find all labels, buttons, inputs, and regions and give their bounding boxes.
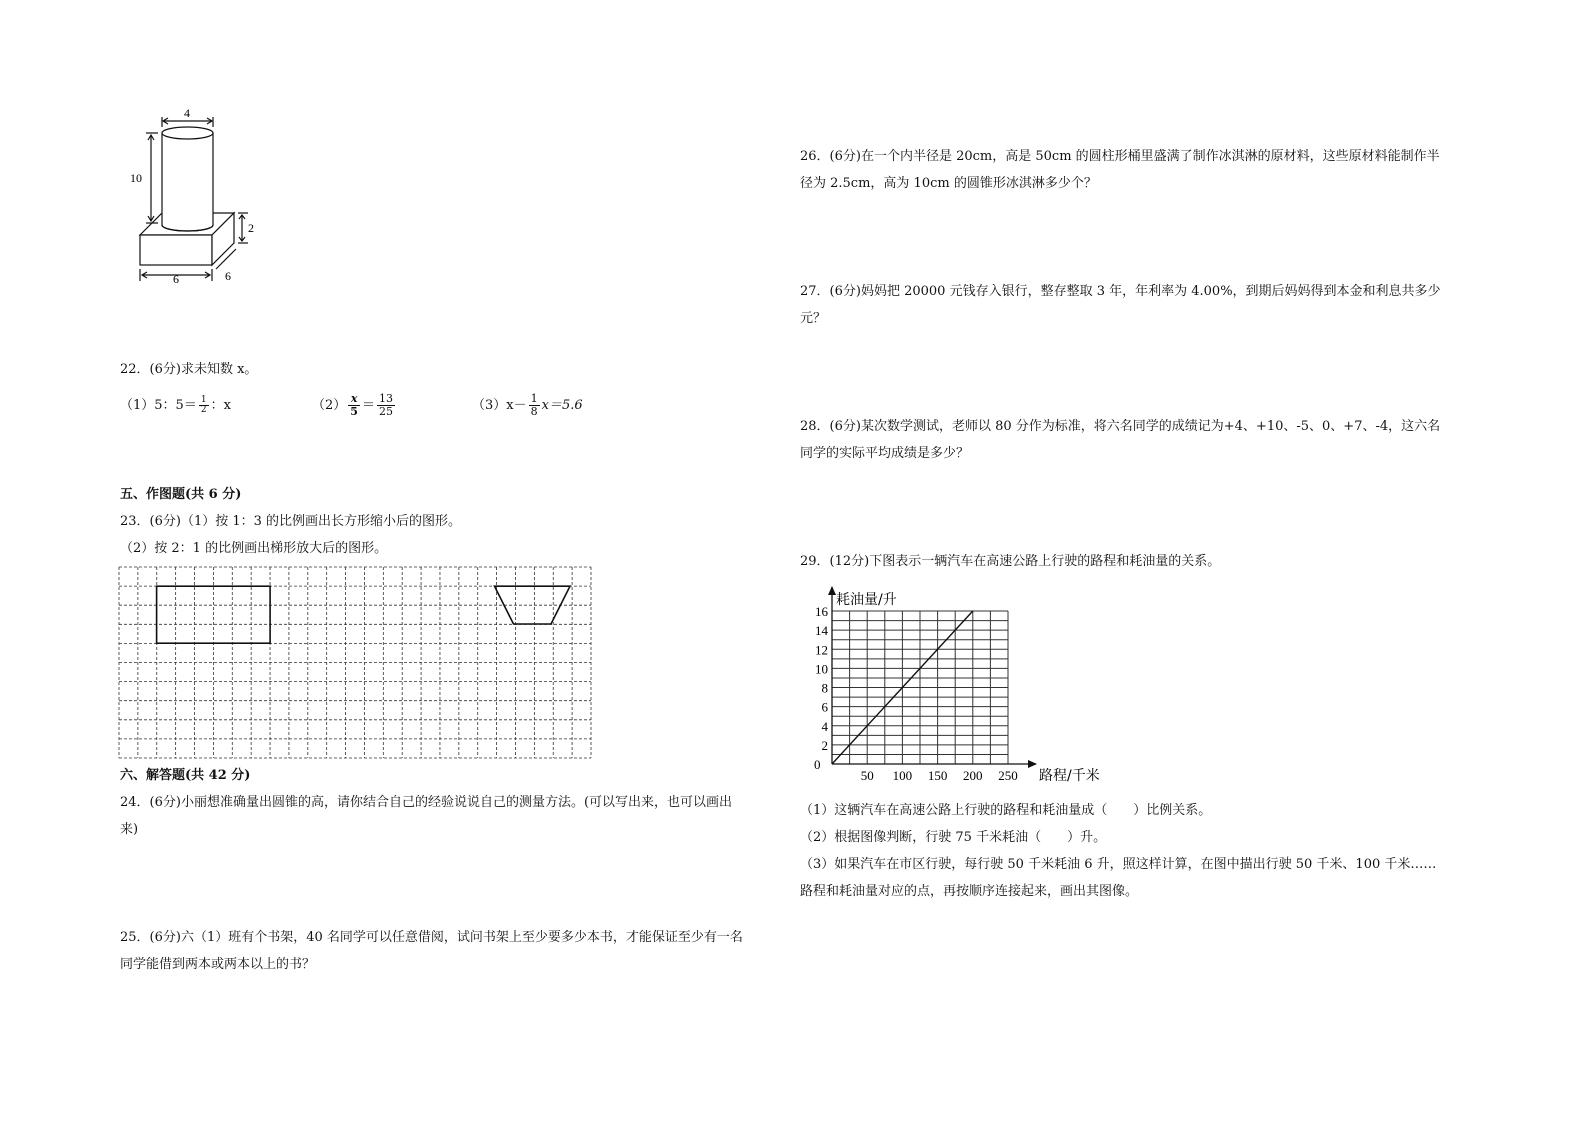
chart-x-axis-label: 路程/千米 <box>1039 768 1100 784</box>
question-26-line1: 26．(6分)在一个内半径是 20cm，高是 50cm 的圆柱形桶里盛满了制作冰淇淋的原材料，这些原材料能制作半 <box>800 149 1440 164</box>
chart-y-axis-label: 耗油量/升 <box>836 592 897 608</box>
q22-p2-prefix: （2） <box>312 398 347 413</box>
chart-x-axis-arrow <box>1028 760 1037 768</box>
q22-p3-suffix: x＝5.6 <box>541 398 583 413</box>
chart-y-tick-label: 8 <box>821 680 828 696</box>
drawing-grid <box>118 566 592 759</box>
dim-box-height-label: 2 <box>248 221 254 235</box>
question-22-part1 <box>120 392 231 419</box>
section-5-heading: 五、作图题(共 6 分) <box>120 487 242 502</box>
q22-p1-prefix: （1）5：5＝ <box>120 398 197 413</box>
question-23-line1: 23．(6分)（1）按 1：3 的比例画出长方形缩小后的图形。 <box>120 514 462 529</box>
question-22-part2 <box>312 392 397 419</box>
question-23-line2: （2）按 2：1 的比例画出梯形放大后的图形。 <box>120 541 388 556</box>
chart-y-tick-label: 2 <box>821 737 828 753</box>
chart-origin-label: 0 <box>814 757 821 772</box>
chart-grid <box>832 611 1008 764</box>
question-24-line1: 24．(6分)小丽想准确量出圆锥的高，请你结合自己的经验说说自己的测量方法。(可以写出来，也可以画出 <box>120 795 733 810</box>
dim-side-label: 6 <box>225 269 231 283</box>
question-29-sub1: （1）这辆汽车在高速公路上行驶的路程和耗油量成（ ）比例关系。 <box>800 803 1212 818</box>
q22-p1-fraction: $\frac{1}{2}$ <box>200 395 207 415</box>
question-22-part3 <box>472 392 583 419</box>
chart-y-tick-label: 16 <box>815 604 828 619</box>
section-6-heading: 六、解答题(共 42 分) <box>120 768 251 783</box>
question-24-line2: 来) <box>120 822 139 837</box>
question-27-line2: 元？ <box>800 311 827 326</box>
question-29-sub2: （2）根据图像判断，行驶 75 千米耗油（ ）升。 <box>800 830 1107 845</box>
dim-height-label: 10 <box>130 171 142 185</box>
question-28-line1: 28．(6分)某次数学测试，老师以 80 分作为标准，将六名同学的成绩记为+4、+10、-5、0、+7、-4，这六名 <box>800 419 1441 434</box>
dim-bottom-label: 6 <box>173 272 179 286</box>
chart-x-tick-label: 100 <box>892 768 913 783</box>
q22-p2-left-fraction: $\frac{x}{5}$ <box>350 392 358 418</box>
question-26-line2: 径为 2.5cm，高为 10cm 的圆锥形冰淇淋多少个？ <box>800 176 1097 191</box>
chart-y-axis-arrow <box>828 586 836 595</box>
chart-tick-labels <box>815 604 1018 783</box>
question-29-sub3-line2: 路程和耗油量对应的点，再按顺序连接起来，画出其图像。 <box>800 884 1139 899</box>
chart-x-tick-label: 50 <box>860 768 874 783</box>
question-25-line1: 25．(6分)六（1）班有个书架，40 名同学可以任意借阅，试问书架上至少要多少本书，才能保证至少有一名 <box>120 930 743 945</box>
q22-p1-suffix: ：x <box>210 398 231 413</box>
q22-p3-prefix: （3）x－ <box>472 398 527 413</box>
question-29-stem: 29．(12分)下图表示一辆汽车在高速公路上行驶的路程和耗油量的关系。 <box>800 554 1221 569</box>
chart-x-tick-label: 200 <box>963 768 983 783</box>
question-25-line2: 同学能借到两本或两本以上的书？ <box>120 957 316 972</box>
chart-axes <box>828 586 1037 768</box>
cylinder-on-box-figure <box>128 105 258 290</box>
q22-p3-fraction: $\frac{1}{8}$ <box>530 392 538 418</box>
chart-y-tick-label: 6 <box>821 699 828 715</box>
dim-top-label: 4 <box>184 106 190 120</box>
chart-y-tick-label: 4 <box>821 718 828 734</box>
chart-x-tick-label: 150 <box>927 768 948 783</box>
q22-p2-right-fraction: $\frac{13}{25}$ <box>378 392 393 418</box>
question-29-sub3-line1: （3）如果汽车在市区行驶，每行驶 50 千米耗油 6 升，照这样计算，在图中描出行驶 50 千米、100 千米…… <box>800 857 1437 872</box>
chart-y-tick-label: 12 <box>815 642 828 658</box>
question-27-line1: 27．(6分)妈妈把 20000 元钱存入银行，整存整取 3 年，年利率为 4.00%，到期后妈妈得到本金和利息共多少 <box>800 284 1441 299</box>
chart-y-tick-label: 10 <box>815 661 828 677</box>
fuel-distance-chart <box>808 583 1108 788</box>
chart-y-tick-label: 14 <box>815 623 828 639</box>
question-28-line2: 同学的实际平均成绩是多少？ <box>800 446 970 461</box>
q22-p2-eq: ＝ <box>361 398 375 413</box>
question-22-stem: 22．(6分)求未知数 x。 <box>120 362 258 377</box>
chart-x-tick-label: 250 <box>998 768 1018 783</box>
